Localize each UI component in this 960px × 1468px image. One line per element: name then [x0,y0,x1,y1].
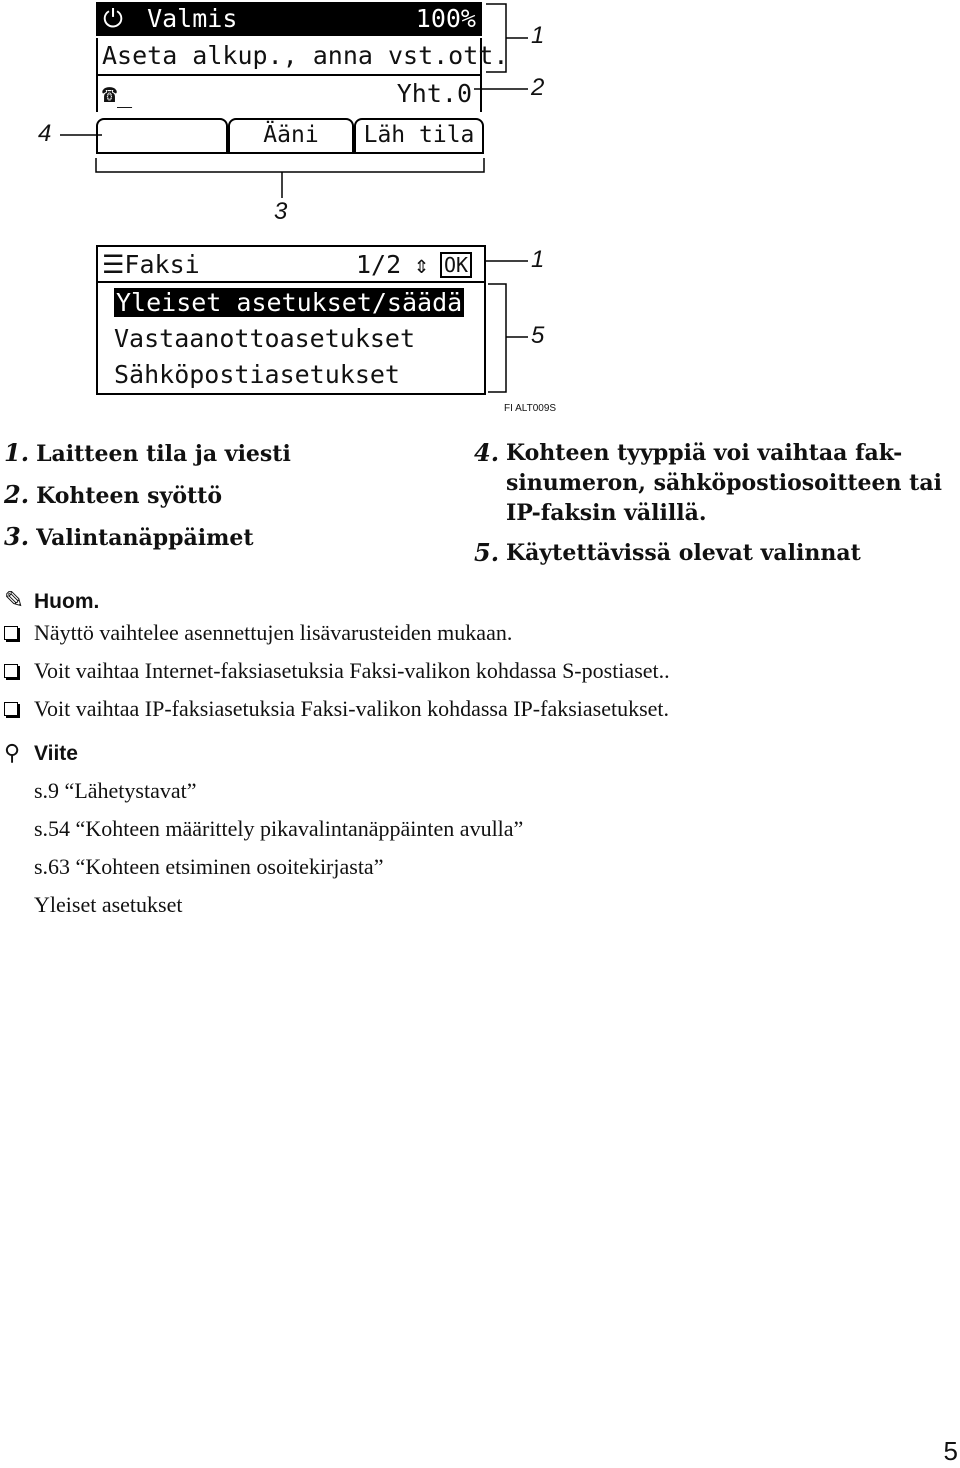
reference-heading: Viite [34,742,78,765]
menu-item[interactable] [114,321,484,357]
tab-tx-status-label: Läh tila [363,122,475,148]
destination-cursor[interactable]: ☎_ [102,79,133,108]
destination-type-icons: ☎✐HS [134,122,190,148]
callout-3: 3 [274,198,288,225]
total-count: Yht.0 [396,79,472,108]
reference-section [4,740,944,928]
legend-item [474,438,944,528]
legend-number: 4. [474,438,500,467]
note-heading: Huom. [34,590,100,613]
lcd-screen-fax-menu [96,245,486,395]
checkbox-icon [4,702,18,716]
legend-text: Käytettävissä olevat valinnat [506,540,861,566]
legend-number: 2. [4,480,30,509]
pencil-icon: ✎ [4,588,25,614]
magnifier-icon: ⚲ [4,740,21,765]
note-text: Voit vaihtaa Internet-faksiasetuksia Faksi-valikon kohdassa S-postiaset.. [34,658,670,683]
note-item [4,694,944,732]
legend-text: sinumeron, sähköpostiosoitteen tai [506,470,942,496]
note-item [4,656,944,694]
menu-item-reception-settings[interactable]: Vastaanottoasetukset [114,324,416,353]
legend-item [4,522,291,564]
note-text: Voit vaihtaa IP-faksiasetuksia Faksi-valikon kohdassa IP-faksiasetukset. [34,696,670,721]
menu-title-bar [98,247,484,283]
legend-item [4,438,291,480]
legend-text: Kohteen syöttö [36,483,223,509]
legend-left [4,438,291,564]
checkbox-icon [4,626,18,640]
callout-5: 5 [531,322,545,349]
reference-link[interactable]: Yleiset asetukset [34,892,183,917]
callout-4: 4 [38,120,52,147]
status-text: Valmis [147,4,238,33]
up-down-arrows-icon[interactable]: ⇕ [414,250,430,279]
menu-icon: ☰ [102,250,125,279]
legend-text: Laitteen tila ja viesti [36,441,291,467]
menu-item[interactable] [114,285,464,321]
ok-button[interactable]: OK [440,252,472,278]
menu-item[interactable] [114,357,484,393]
legend-number: 3. [4,522,30,551]
legend-item [4,480,291,522]
page-number: 5 [943,1436,958,1466]
memory-indicator: 100% [415,4,476,33]
note-item [4,618,944,656]
callout-1b: 1 [531,246,545,273]
reference-heading-row [4,740,944,776]
legend-right [474,438,944,569]
figure-id: FI ALT009S [504,403,557,414]
reference-link[interactable]: s.9 “Lähetystavat” [34,778,197,803]
reference-link[interactable]: s.54 “Kohteen määrittely pikavalintanäppäinten avulla” [34,816,524,841]
callout-1a: 1 [531,22,545,49]
legend-number: 1. [4,438,30,467]
power-icon: ⏻ [103,4,123,33]
legend-text: Kohteen tyyppiä voi vaihtaa fak- [506,440,903,466]
reference-link[interactable]: s.63 “Kohteen etsiminen osoitekirjasta” [34,854,384,879]
menu-item-email-settings[interactable]: Sähköpostiasetukset [114,360,400,389]
page-indicator: 1/2 [356,250,402,279]
menu-title: Faksi [124,250,200,279]
legend-text: IP-faksin välillä. [506,500,707,526]
checkbox-icon [4,664,18,678]
legend-text: Valintanäppäimet [36,525,254,551]
message-text: Aseta alkup., anna vst.ott. [102,41,509,70]
note-heading-row [4,586,944,618]
note-section [4,586,944,732]
legend-number: 5. [474,538,500,567]
menu-item-general-settings[interactable]: Yleiset asetukset/säädä [116,288,463,317]
legend-item [474,538,944,569]
tab-sound-label: Ääni [263,122,319,148]
callout-2: 2 [531,74,545,101]
note-text: Näyttö vaihtelee asennettujen lisävarusteiden mukaan. [34,620,513,645]
